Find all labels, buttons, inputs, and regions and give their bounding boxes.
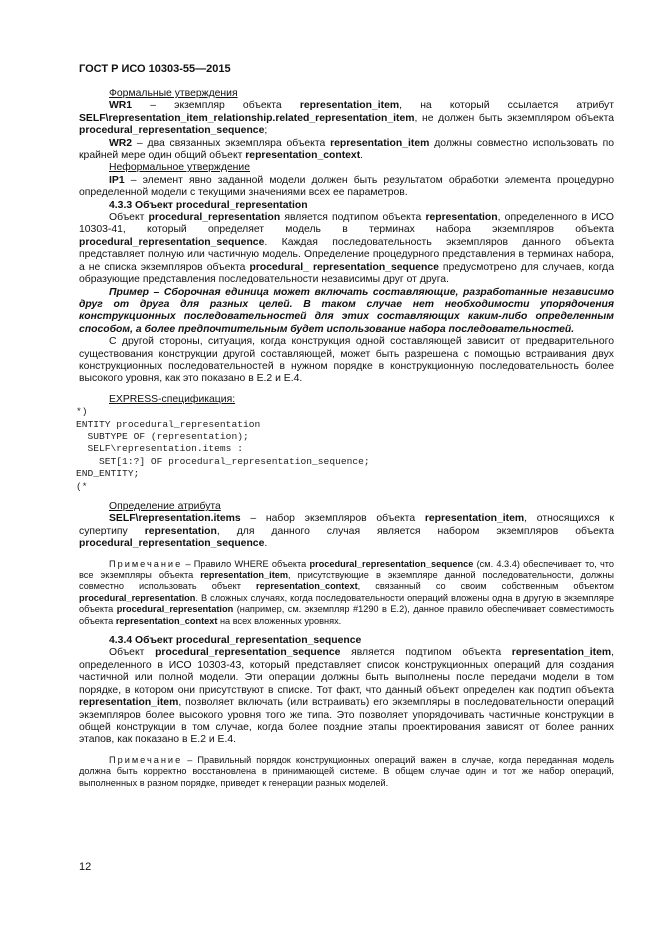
s433-p1-t0: Объект: [109, 212, 149, 224]
section-433-example: Пример – Сборочная единица может включать составляющие, разработанные независимо друг от друга для разных целей. В таком случае нет необходимости упорядочения конструкционных последовательностей для этих составляющих каким-либо определенным способом, а более предпочтительным будет использование набора последовательностей.: [79, 286, 614, 335]
s434-b3: representation_item: [511, 647, 612, 659]
s433-p1-t6: . Каждая последовательность экземпляров данного объекта представляет полную или частичную модель. Определение процедурного представления в терминах набора, а не списка экземпляров объекта: [79, 236, 614, 273]
section-433-para-1: [79, 212, 614, 286]
n433-t8: . В сложных случаях, когда последовательности операций вложены одна в другую в экземпляре объекта: [79, 592, 614, 615]
note-433-label: Примечание: [109, 558, 183, 569]
n433-t4: , присутствующие в экземпляре данной последовательности, должны совместно использовать объект: [79, 570, 614, 592]
wr1-text-4: ;: [264, 125, 268, 137]
n433-t10: (например, см. экземпляр #1290 в Е.2), данное правило обеспечивает совместимость объекта: [79, 604, 614, 626]
s434-t0: Объект: [109, 647, 156, 659]
page-content: [76, 88, 615, 789]
attr-term-2: representation_item: [424, 513, 525, 525]
s434-t6: , позволяет включать (или встраивать) его экземпляры в последовательности операций экземпляров более высокого уровня того же типа. Это позволяет упорядочивать частичные конструкции в общей конструкции в том случае, когда более поздние этапы проектирования зависят от более ранних этапов, как показано в Е.2 и Е.4.: [79, 697, 614, 746]
attribute-definition: [79, 513, 614, 550]
wr2-text-2: должны совместно использовать по крайней мере один общий объект: [79, 137, 614, 162]
s433-p1-b1: procedural_representation: [148, 212, 281, 224]
express-spec-heading: EXPRESS-спецификация:: [109, 393, 236, 405]
attr-text-7: .: [264, 538, 268, 550]
informal-proposition-heading: Неформальное утверждение: [109, 162, 250, 174]
wr2-text-3: .: [360, 150, 364, 162]
s433-p1-b7: procedural_ representation_sequence: [249, 261, 439, 273]
attr-text-1: – набор экземпляров объекта: [240, 513, 425, 525]
wr2-rule: [79, 138, 614, 163]
s434-t2: является подтипом объекта: [340, 647, 512, 659]
n433-t0: – Правило WHERE объекта: [182, 558, 310, 569]
s434-b1: procedural_representation_sequence: [155, 647, 341, 659]
wr1-term-1: representation_item: [299, 100, 400, 112]
s433-p1-t4: , определенного в ИСО 10303-41, который определяет модель в терминах набора экземпляров объекта: [79, 212, 615, 236]
wr1-text-1: – экземпляр объекта: [132, 100, 300, 112]
wr2-term-1: representation_item: [330, 137, 430, 149]
express-code-block: *) ENTITY procedural_representation SUBTYPE OF (representation); SELF\representation.items : SET[1:?] OF procedural_representation_sequence; END_ENTITY; (*: [76, 406, 370, 492]
s434-t4: , определенного в ИСО 10303-43, который представляет список конструкционных операций для создания частичной или полной модели. Эти операции должны быть выполнены после передачи модели в том порядке, в котором они присутствуют в списке. Тот факт, что данный объект определен как подтип объекта: [79, 647, 614, 696]
page-number: 12: [79, 861, 92, 873]
wr1-term-2: SELF\representation_item_relationship.related_representation_item: [79, 112, 415, 124]
n433-b3: representation_item: [200, 570, 289, 581]
n433-t12: на всех вложенных уровнях.: [217, 615, 342, 626]
section-434-para-1: [79, 647, 614, 746]
ip1-text: – элемент явно заданной модели должен быть результатом обработки элемента процедурно определенной модели с текущими значениями всех ее параметров.: [79, 174, 614, 199]
wr2-label: WR2: [109, 137, 133, 149]
s434-b5: representation_item: [79, 697, 179, 709]
n433-b1: procedural_representation_sequence: [309, 558, 474, 569]
wr1-label: WR1: [109, 100, 133, 112]
attr-text-3: , относящихся к супертипу: [79, 513, 614, 537]
wr2-text-1: – два связанных экземпляра объекта: [132, 137, 331, 149]
n433-b11: representation_context: [115, 615, 218, 626]
n433-t2: (см. 4.3.4) обеспечивает то, что все экземпляры объекта: [79, 558, 614, 581]
section-434-note: [79, 755, 614, 789]
n433-b5: representation_context: [256, 581, 358, 592]
wr1-rule: [79, 100, 614, 137]
s433-p1-t8: предусмотрено для случаев, когда образующие представления последовательности независимы друг от друга.: [79, 261, 615, 286]
wr1-text-2: , на который ссылается атрибут: [399, 100, 614, 112]
n433-b7: procedural_representation: [79, 592, 196, 603]
wr2-term-2: representation_context: [245, 150, 361, 162]
n433-b9: procedural_representation: [116, 604, 234, 615]
wr1-text-3: , не должен быть экземпляром объекта: [414, 112, 614, 124]
ip1-label: IP1: [109, 174, 125, 186]
section-434-heading: 4.3.4 Объект procedural_representation_sequence: [109, 635, 362, 647]
wr1-term-3: procedural_representation_sequence: [79, 125, 265, 137]
ip1-rule: [79, 175, 614, 200]
note-434-label: Примечание: [109, 754, 183, 765]
attr-term-4: representation: [144, 525, 217, 537]
attribute-definition-heading: Определение атрибута: [109, 501, 221, 512]
section-433-note: [79, 559, 614, 627]
section-433-heading: 4.3.3 Объект procedural_representation: [109, 199, 308, 211]
attr-term-6: procedural_representation_sequence: [79, 538, 265, 550]
attr-text-5: , для данного случая является набором экземпляров объекта: [216, 525, 614, 537]
s433-p1-b3: representation: [425, 212, 498, 224]
s433-p1-b5: procedural_representation_sequence: [79, 236, 265, 248]
note-434-text: – Правильный порядок конструкционных операций важен в случае, когда переданная модель должна быть корректно восстановлена в принимающей системе. В общем случае один и тот же набор операций, выполненных в разном порядке, приведет к генерации разных моделей.: [79, 754, 614, 788]
section-433-para-2: С другой стороны, ситуация, когда конструкция одной составляющей зависит от предварительного существования конструкции другой составляющей, может быть разрешена с помощью встраивания двух конструкционных последовательностей в нужном порядке в конструкционную последовательность более высокого уровня, как это показано в Е.2 и Е.4.: [79, 336, 614, 385]
document-header: ГОСТ Р ИСО 10303-55—2015: [79, 63, 231, 75]
attr-term-0: SELF\representation.items: [109, 513, 241, 525]
s433-p1-t2: является подтипом объекта: [280, 212, 426, 224]
formal-propositions-heading: Формальные утверждения: [109, 88, 238, 99]
n433-t6: , связанный со своим собственным объектом: [357, 581, 614, 592]
